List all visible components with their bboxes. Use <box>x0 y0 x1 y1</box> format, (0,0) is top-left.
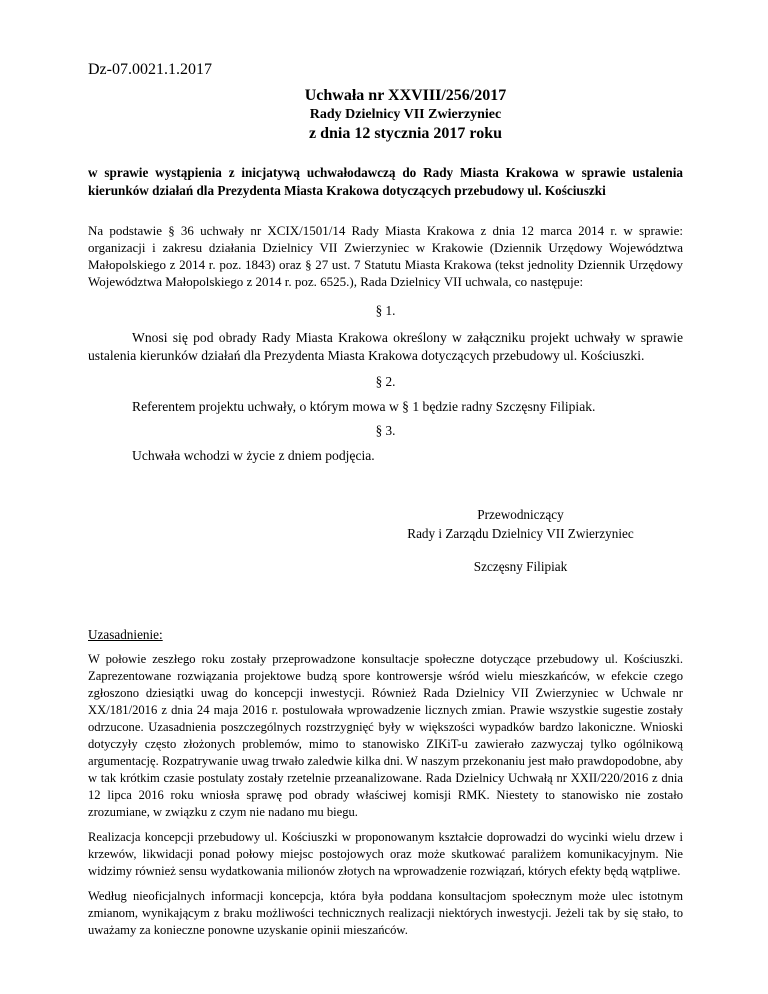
signature-block <box>88 505 683 543</box>
justification-paragraph-1: W połowie zeszłego roku zostały przeprowadzone konsultacje społeczne dotyczące przebudowy ul. Kościuszki. Zaprezentowane rozwiązania projektowe budzą spore kontrowersje wśród wielu mieszkańców, w efekcie czego zgłoszono dziesiątki uwag do koncepcji inwestycji. Również Rada Dzielnicy VII Zwierzyniec w Uchwale nr XX/181/2016 z dnia 24 maja 2016 r. postulowała wprowadzenie licznych zmian. Prawie wszystkie sugestie zostały odrzucone. Uzasadnienia poszczególnych rozstrzygnięć były w większości wypadków bardzo lakoniczne. Wnioski dotyczyły często złożonych problemów, mimo to stanowisko ZIKiT-u zawierało zazwyczaj tylko ogólnikową argumentację. Rozpatrywanie uwag trwało zaledwie kilka dni. W naszym przekonaniu jest mało prawdopodobne, aby w tak krótkim czasie postulaty zostały rzetelnie przeanalizowane. Rada Dzielnicy Uchwałą nr XXII/220/2016 z dnia 12 lipca 2016 roku wniosła sprawę pod obrady właściwej komisji RMK. Niestety to stanowisko nie zostało zrozumiane, w związku z czym nie nadano mu biegu. <box>88 652 683 819</box>
section-text-2: Referentem projektu uchwały, o którym mowa w § 1 będzie radny Szczęsny Filipiak. <box>132 399 596 414</box>
section-text-1: Wnosi się pod obrady Rady Miasta Krakowa określony w załączniku projekt uchwały w sprawie ustalenia kierunków działań dla Prezydenta Miasta Krakowa dotyczących przebudowy ul. Kościuszki. <box>88 330 683 363</box>
justification-label: Uzasadnienie: <box>88 627 163 642</box>
legal-basis: Na podstawie § 36 uchwały nr XCIX/1501/14 Rady Miasta Krakowa z dnia 12 marca 2014 r. w sprawie: organizacji i zakresu działania Dzielnicy VII Zwierzyniec w Krakowie (Dziennik Urzędowy Województwa Małopolskiego z 2014 r. poz. 1843) oraz § 27 ust. 7 Statutu Miasta Krakowa (tekst jednolity Dziennik Urzędowy Województwa Małopolskiego z 2014 r. poz. 6525.), Rada Dzielnicy VII uchwala, co następuje: <box>88 223 683 289</box>
resolution-subject: w sprawie wystąpienia z inicjatywą uchwałodawczą do Rady Miasta Krakowa w sprawie ustalenia kierunków działań dla Prezydenta Miasta Krakowa dotyczących przebudowy ul. Kościuszki <box>88 165 683 198</box>
resolution-title: Uchwała nr XXVIII/256/2017 <box>304 87 507 104</box>
document-number: Dz-07.0021.1.2017 <box>88 61 212 78</box>
justification-paragraph-2: Realizacja koncepcji przebudowy ul. Kościuszki w proponowanym kształcie doprowadzi do wycinki wielu drzew i krzewów, likwidacji ponad połowy miejsc postojowych oraz może skutkować paraliżem komunikacyjnym. Nie widzimy również sensu wydatkowania milionów złotych na wprowadzenie rozwiązań, których efekty będą wątpliwe. <box>88 830 683 878</box>
resolution-date: z dnia 12 stycznia 2017 roku <box>308 125 503 142</box>
resolution-issuer: Rady Dzielnicy VII Zwierzyniec <box>309 107 502 122</box>
section-text-3: Uchwała wchodzi w życie z dniem podjęcia. <box>132 448 375 463</box>
signature-role-line-1: Przewodniczący <box>477 507 564 522</box>
section-heading-1: § 1. <box>375 303 396 318</box>
section-heading-2: § 2. <box>375 374 396 389</box>
document-page <box>88 60 683 939</box>
justification-paragraph-3: Według nieoficjalnych informacji koncepcja, która była poddana konsultacjom społecznym może ulec istotnym zmianom, wynikającym z braku możliwości technicznych realizacji niektórych inwestycji. Jeżeli tak by się stało, to uważamy za konieczne ponowne uzyskanie opinii mieszańców. <box>88 889 683 937</box>
signature-role-line-2: Rady i Zarządu Dzielnicy VII Zwierzyniec <box>407 526 634 541</box>
signature-name: Szczęsny Filipiak <box>473 559 568 574</box>
section-heading-3: § 3. <box>375 423 396 438</box>
